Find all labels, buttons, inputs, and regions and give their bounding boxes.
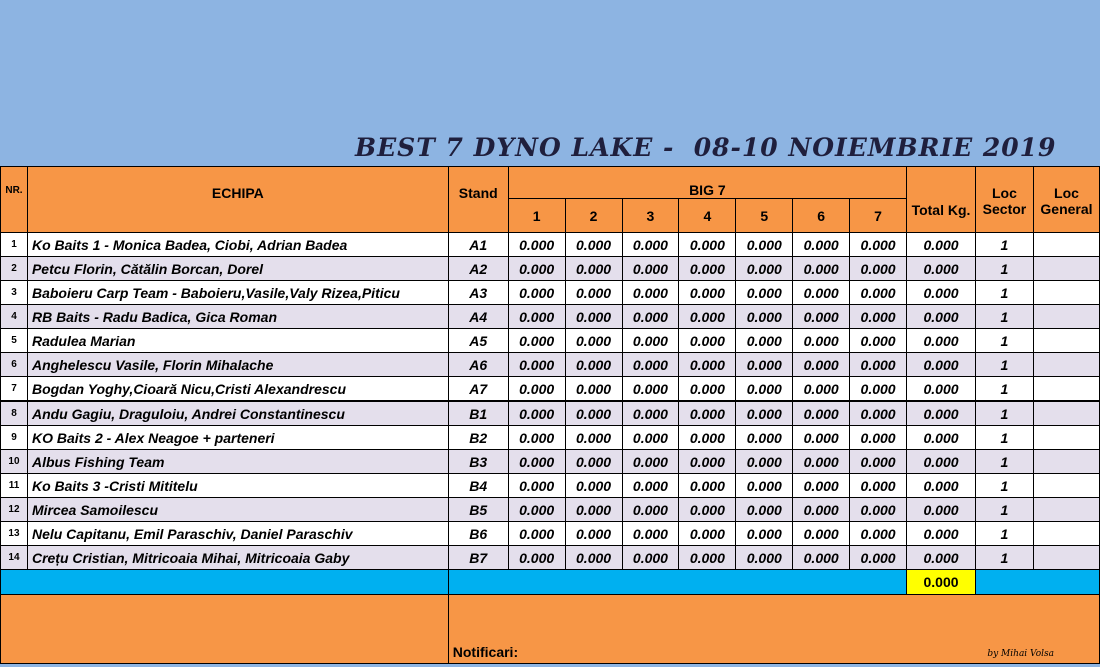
row-loc-sector: 1 bbox=[975, 401, 1033, 426]
row-big7-value: 0.000 bbox=[565, 522, 622, 546]
row-big7-value: 0.000 bbox=[793, 305, 850, 329]
table-row bbox=[1, 257, 1100, 281]
row-stand: A6 bbox=[448, 353, 508, 377]
row-big7-value: 0.000 bbox=[793, 450, 850, 474]
row-stand: B1 bbox=[448, 401, 508, 426]
row-big7-value: 0.000 bbox=[679, 474, 736, 498]
signature: by Mihai Volsa bbox=[987, 649, 1054, 659]
results-table bbox=[0, 166, 1100, 664]
row-total: 0.000 bbox=[907, 257, 976, 281]
row-big7-value: 0.000 bbox=[793, 329, 850, 353]
row-big7-value: 0.000 bbox=[622, 281, 679, 305]
row-big7-value: 0.000 bbox=[508, 546, 565, 570]
row-loc-sector: 1 bbox=[975, 377, 1033, 402]
row-big7-value: 0.000 bbox=[565, 353, 622, 377]
row-big7-value: 0.000 bbox=[793, 498, 850, 522]
row-big7-value: 0.000 bbox=[622, 426, 679, 450]
row-stand: B5 bbox=[448, 498, 508, 522]
row-big7-value: 0.000 bbox=[622, 450, 679, 474]
row-big7-value: 0.000 bbox=[850, 450, 907, 474]
row-big7-value: 0.000 bbox=[793, 522, 850, 546]
row-big7-value: 0.000 bbox=[679, 353, 736, 377]
table-row bbox=[1, 377, 1100, 402]
row-total: 0.000 bbox=[907, 305, 976, 329]
table-row bbox=[1, 329, 1100, 353]
row-big7-value: 0.000 bbox=[508, 522, 565, 546]
row-total: 0.000 bbox=[907, 522, 976, 546]
row-big7-value: 0.000 bbox=[736, 498, 793, 522]
row-total: 0.000 bbox=[907, 353, 976, 377]
row-stand: A5 bbox=[448, 329, 508, 353]
row-team: KO Baits 2 - Alex Neagoe + parteneri bbox=[27, 426, 448, 450]
table-row bbox=[1, 426, 1100, 450]
row-big7-value: 0.000 bbox=[850, 353, 907, 377]
table-row bbox=[1, 401, 1100, 426]
row-big7-value: 0.000 bbox=[736, 257, 793, 281]
row-big7-value: 0.000 bbox=[508, 257, 565, 281]
row-big7-value: 0.000 bbox=[679, 426, 736, 450]
row-team: Crețu Cristian, Mitricoaia Mihai, Mitricoaia Gaby bbox=[27, 546, 448, 570]
row-big7-value: 0.000 bbox=[622, 233, 679, 257]
row-loc-general bbox=[1033, 305, 1099, 329]
row-total: 0.000 bbox=[907, 546, 976, 570]
row-big7-value: 0.000 bbox=[565, 546, 622, 570]
row-big7-value: 0.000 bbox=[508, 450, 565, 474]
row-big7-value: 0.000 bbox=[793, 546, 850, 570]
row-loc-sector: 1 bbox=[975, 281, 1033, 305]
row-big7-value: 0.000 bbox=[736, 546, 793, 570]
row-loc-general bbox=[1033, 401, 1099, 426]
row-total: 0.000 bbox=[907, 401, 976, 426]
row-stand: A7 bbox=[448, 377, 508, 402]
row-big7-value: 0.000 bbox=[679, 450, 736, 474]
total-bar-right bbox=[975, 570, 1099, 595]
row-big7-value: 0.000 bbox=[565, 257, 622, 281]
row-loc-sector: 1 bbox=[975, 305, 1033, 329]
row-big7-value: 0.000 bbox=[793, 257, 850, 281]
row-big7-value: 0.000 bbox=[850, 498, 907, 522]
row-loc-sector: 1 bbox=[975, 546, 1033, 570]
row-big7-value: 0.000 bbox=[679, 233, 736, 257]
row-big7-value: 0.000 bbox=[679, 257, 736, 281]
row-big7-value: 0.000 bbox=[622, 329, 679, 353]
table-row bbox=[1, 474, 1100, 498]
row-loc-sector: 1 bbox=[975, 233, 1033, 257]
row-team: Anghelescu Vasile, Florin Mihalache bbox=[27, 353, 448, 377]
row-loc-general bbox=[1033, 426, 1099, 450]
header-big7-col-3: 3 bbox=[622, 199, 679, 233]
row-total: 0.000 bbox=[907, 474, 976, 498]
row-total: 0.000 bbox=[907, 377, 976, 402]
row-total: 0.000 bbox=[907, 233, 976, 257]
row-big7-value: 0.000 bbox=[565, 305, 622, 329]
row-big7-value: 0.000 bbox=[679, 305, 736, 329]
total-bar-left bbox=[1, 570, 449, 595]
total-bar-middle bbox=[448, 570, 906, 595]
row-loc-general bbox=[1033, 546, 1099, 570]
row-total: 0.000 bbox=[907, 498, 976, 522]
row-team: Nelu Capitanu, Emil Paraschiv, Daniel Paraschiv bbox=[27, 522, 448, 546]
row-stand: A1 bbox=[448, 233, 508, 257]
row-team: Ko Baits 3 -Cristi Mititelu bbox=[27, 474, 448, 498]
row-big7-value: 0.000 bbox=[850, 329, 907, 353]
row-big7-value: 0.000 bbox=[850, 305, 907, 329]
row-big7-value: 0.000 bbox=[679, 401, 736, 426]
table-row bbox=[1, 353, 1100, 377]
row-big7-value: 0.000 bbox=[850, 257, 907, 281]
row-big7-value: 0.000 bbox=[508, 498, 565, 522]
row-nr: 9 bbox=[1, 426, 28, 450]
table-row bbox=[1, 546, 1100, 570]
row-big7-value: 0.000 bbox=[850, 377, 907, 402]
notes-left bbox=[1, 595, 449, 664]
row-nr: 14 bbox=[1, 546, 28, 570]
header-big7-col-6: 6 bbox=[793, 199, 850, 233]
row-stand: B7 bbox=[448, 546, 508, 570]
row-big7-value: 0.000 bbox=[622, 498, 679, 522]
row-loc-general bbox=[1033, 257, 1099, 281]
row-loc-general bbox=[1033, 281, 1099, 305]
row-big7-value: 0.000 bbox=[793, 426, 850, 450]
table-row bbox=[1, 233, 1100, 257]
row-loc-general bbox=[1033, 353, 1099, 377]
row-nr: 4 bbox=[1, 305, 28, 329]
row-big7-value: 0.000 bbox=[508, 353, 565, 377]
row-big7-value: 0.000 bbox=[679, 546, 736, 570]
table-row bbox=[1, 498, 1100, 522]
row-big7-value: 0.000 bbox=[736, 474, 793, 498]
header-big7-col-1: 1 bbox=[508, 199, 565, 233]
row-loc-general bbox=[1033, 450, 1099, 474]
row-loc-sector: 1 bbox=[975, 329, 1033, 353]
row-loc-general bbox=[1033, 377, 1099, 402]
row-team: Mircea Samoilescu bbox=[27, 498, 448, 522]
row-nr: 7 bbox=[1, 377, 28, 402]
row-stand: B6 bbox=[448, 522, 508, 546]
row-big7-value: 0.000 bbox=[793, 474, 850, 498]
row-loc-sector: 1 bbox=[975, 426, 1033, 450]
page-title: BEST 7 DYNO LAKE - 08-10 NOIEMBRIE 2019 bbox=[355, 133, 1057, 162]
row-big7-value: 0.000 bbox=[850, 522, 907, 546]
row-total: 0.000 bbox=[907, 450, 976, 474]
row-nr: 8 bbox=[1, 401, 28, 426]
row-loc-general bbox=[1033, 498, 1099, 522]
header-nr: NR. bbox=[1, 167, 28, 233]
row-team: Radulea Marian bbox=[27, 329, 448, 353]
row-nr: 3 bbox=[1, 281, 28, 305]
row-nr: 13 bbox=[1, 522, 28, 546]
row-big7-value: 0.000 bbox=[850, 281, 907, 305]
row-big7-value: 0.000 bbox=[622, 522, 679, 546]
header-total: Total Kg. bbox=[907, 167, 976, 233]
notes-area bbox=[448, 595, 1099, 664]
row-big7-value: 0.000 bbox=[565, 281, 622, 305]
row-team: Ko Baits 1 - Monica Badea, Ciobi, Adrian Badea bbox=[27, 233, 448, 257]
table-row bbox=[1, 281, 1100, 305]
row-loc-sector: 1 bbox=[975, 450, 1033, 474]
row-big7-value: 0.000 bbox=[622, 546, 679, 570]
row-team: Andu Gagiu, Draguloiu, Andrei Constantinescu bbox=[27, 401, 448, 426]
row-loc-general bbox=[1033, 233, 1099, 257]
row-nr: 1 bbox=[1, 233, 28, 257]
row-big7-value: 0.000 bbox=[508, 233, 565, 257]
table-row bbox=[1, 522, 1100, 546]
notificari-label: Notificari: bbox=[452, 644, 519, 660]
row-big7-value: 0.000 bbox=[679, 377, 736, 402]
row-team: Bogdan Yoghy,Cioară Nicu,Cristi Alexandrescu bbox=[27, 377, 448, 402]
row-big7-value: 0.000 bbox=[736, 353, 793, 377]
row-big7-value: 0.000 bbox=[736, 522, 793, 546]
row-nr: 12 bbox=[1, 498, 28, 522]
header-big7-col-5: 5 bbox=[736, 199, 793, 233]
row-nr: 2 bbox=[1, 257, 28, 281]
header-stand: Stand bbox=[448, 167, 508, 233]
row-big7-value: 0.000 bbox=[508, 426, 565, 450]
row-loc-sector: 1 bbox=[975, 498, 1033, 522]
header-big7: BIG 7 bbox=[508, 167, 906, 199]
row-big7-value: 0.000 bbox=[793, 233, 850, 257]
row-total: 0.000 bbox=[907, 426, 976, 450]
row-big7-value: 0.000 bbox=[622, 305, 679, 329]
row-big7-value: 0.000 bbox=[736, 450, 793, 474]
row-big7-value: 0.000 bbox=[850, 474, 907, 498]
row-big7-value: 0.000 bbox=[565, 329, 622, 353]
row-big7-value: 0.000 bbox=[622, 353, 679, 377]
row-loc-sector: 1 bbox=[975, 353, 1033, 377]
row-big7-value: 0.000 bbox=[850, 546, 907, 570]
row-team: Baboieru Carp Team - Baboieru,Vasile,Valy Rizea,Piticu bbox=[27, 281, 448, 305]
row-big7-value: 0.000 bbox=[565, 498, 622, 522]
row-big7-value: 0.000 bbox=[679, 329, 736, 353]
row-big7-value: 0.000 bbox=[736, 329, 793, 353]
row-big7-value: 0.000 bbox=[622, 377, 679, 402]
header-loc-general: Loc General bbox=[1033, 167, 1099, 233]
row-loc-sector: 1 bbox=[975, 257, 1033, 281]
row-big7-value: 0.000 bbox=[508, 474, 565, 498]
row-big7-value: 0.000 bbox=[850, 401, 907, 426]
row-loc-sector: 1 bbox=[975, 474, 1033, 498]
row-big7-value: 0.000 bbox=[736, 401, 793, 426]
row-nr: 10 bbox=[1, 450, 28, 474]
row-big7-value: 0.000 bbox=[793, 353, 850, 377]
row-big7-value: 0.000 bbox=[565, 450, 622, 474]
row-big7-value: 0.000 bbox=[508, 281, 565, 305]
row-stand: B2 bbox=[448, 426, 508, 450]
row-big7-value: 0.000 bbox=[565, 401, 622, 426]
row-big7-value: 0.000 bbox=[508, 305, 565, 329]
row-big7-value: 0.000 bbox=[793, 401, 850, 426]
row-total: 0.000 bbox=[907, 281, 976, 305]
row-stand: A3 bbox=[448, 281, 508, 305]
row-big7-value: 0.000 bbox=[565, 233, 622, 257]
row-stand: A2 bbox=[448, 257, 508, 281]
row-big7-value: 0.000 bbox=[622, 474, 679, 498]
row-loc-general bbox=[1033, 329, 1099, 353]
row-big7-value: 0.000 bbox=[508, 329, 565, 353]
row-stand: A4 bbox=[448, 305, 508, 329]
row-big7-value: 0.000 bbox=[736, 377, 793, 402]
row-nr: 11 bbox=[1, 474, 28, 498]
row-nr: 6 bbox=[1, 353, 28, 377]
row-big7-value: 0.000 bbox=[736, 305, 793, 329]
row-big7-value: 0.000 bbox=[736, 233, 793, 257]
row-big7-value: 0.000 bbox=[565, 377, 622, 402]
row-big7-value: 0.000 bbox=[622, 401, 679, 426]
row-big7-value: 0.000 bbox=[679, 281, 736, 305]
row-stand: B3 bbox=[448, 450, 508, 474]
row-big7-value: 0.000 bbox=[565, 426, 622, 450]
row-team: Petcu Florin, Cătălin Borcan, Dorel bbox=[27, 257, 448, 281]
row-team: Albus Fishing Team bbox=[27, 450, 448, 474]
header-loc-sector: Loc Sector bbox=[975, 167, 1033, 233]
row-big7-value: 0.000 bbox=[736, 426, 793, 450]
header-big7-col-7: 7 bbox=[850, 199, 907, 233]
row-stand: B4 bbox=[448, 474, 508, 498]
row-big7-value: 0.000 bbox=[793, 377, 850, 402]
row-big7-value: 0.000 bbox=[736, 281, 793, 305]
row-big7-value: 0.000 bbox=[850, 233, 907, 257]
row-big7-value: 0.000 bbox=[850, 426, 907, 450]
table-row bbox=[1, 305, 1100, 329]
header-big7-col-4: 4 bbox=[679, 199, 736, 233]
row-big7-value: 0.000 bbox=[679, 522, 736, 546]
row-big7-value: 0.000 bbox=[679, 498, 736, 522]
row-big7-value: 0.000 bbox=[565, 474, 622, 498]
row-big7-value: 0.000 bbox=[793, 281, 850, 305]
row-big7-value: 0.000 bbox=[508, 401, 565, 426]
row-nr: 5 bbox=[1, 329, 28, 353]
row-big7-value: 0.000 bbox=[622, 257, 679, 281]
row-loc-general bbox=[1033, 522, 1099, 546]
row-team: RB Baits - Radu Badica, Gica Roman bbox=[27, 305, 448, 329]
table-row bbox=[1, 450, 1100, 474]
header-big7-col-2: 2 bbox=[565, 199, 622, 233]
grand-total: 0.000 bbox=[907, 570, 976, 595]
header-team: ECHIPA bbox=[27, 167, 448, 233]
row-loc-general bbox=[1033, 474, 1099, 498]
row-total: 0.000 bbox=[907, 329, 976, 353]
row-loc-sector: 1 bbox=[975, 522, 1033, 546]
row-big7-value: 0.000 bbox=[508, 377, 565, 402]
